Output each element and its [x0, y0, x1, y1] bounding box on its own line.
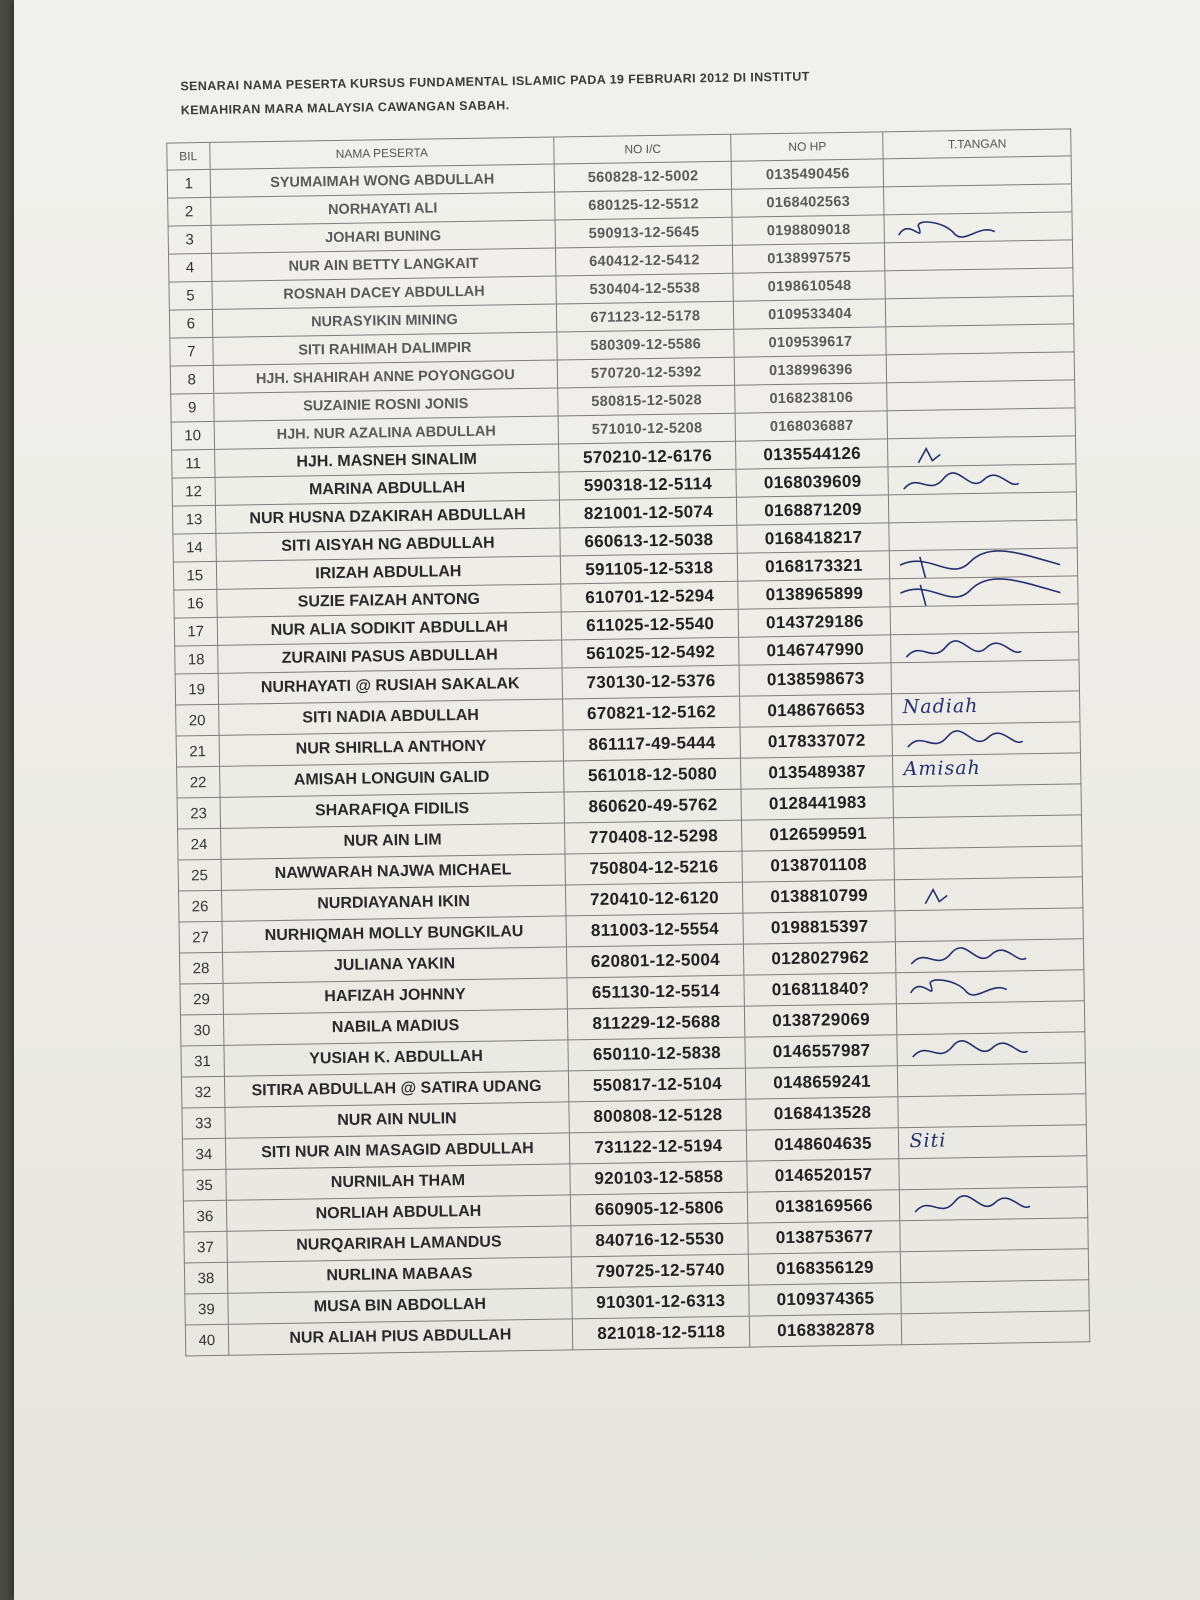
- ic-number: 620801-12-5004: [567, 944, 745, 978]
- signature-cell: [885, 240, 1073, 271]
- row-number: 40: [185, 1324, 228, 1356]
- phone-number: 0138701108: [742, 849, 894, 882]
- row-number: 19: [175, 673, 218, 705]
- row-number: 7: [170, 337, 213, 366]
- heading-line-2: KEMAHIRAN MARA MALAYSIA CAWANGAN SABAH.: [180, 98, 510, 118]
- ic-number: 671123-12-5178: [556, 301, 734, 332]
- phone-number: 0138729069: [745, 1004, 897, 1037]
- signature-cell: [901, 1280, 1089, 1314]
- signature-cell: [885, 268, 1073, 299]
- header-ic: NO I/C: [554, 134, 732, 164]
- handwritten-signature: [892, 632, 1073, 662]
- row-number: 2: [168, 197, 211, 226]
- participant-name: NUR AIN LIM: [220, 823, 565, 859]
- phone-number: 0146520157: [747, 1159, 899, 1192]
- participant-name: NABILA MADIUS: [223, 1009, 568, 1045]
- row-number: 23: [177, 797, 220, 829]
- row-number: 26: [179, 890, 222, 922]
- row-number: 13: [172, 505, 215, 534]
- signature-cell: [889, 492, 1077, 523]
- ic-number: 580815-12-5028: [558, 385, 736, 416]
- participant-name: NUR HUSNA DZAKIRAH ABDULLAH: [215, 500, 560, 533]
- row-number: 3: [168, 225, 211, 254]
- signature-cell: [902, 1311, 1090, 1345]
- header-hp: NO HP: [731, 132, 883, 161]
- paper-sheet: [14, 0, 1200, 1600]
- phone-number: 0135544126: [736, 439, 888, 469]
- phone-number: 0198809018: [732, 215, 884, 245]
- participant-name: SITI AISYAH NG ABDULLAH: [215, 528, 560, 561]
- participant-name: IRIZAH ABDULLAH: [216, 556, 561, 589]
- participant-name: MUSA BIN ABDOLLAH: [227, 1288, 572, 1324]
- handwritten-signature: [889, 464, 1070, 494]
- participant-table: [166, 128, 1090, 1356]
- phone-number: 0109374365: [749, 1283, 901, 1316]
- participant-name: AMISAH LONGUIN GALID: [219, 761, 564, 797]
- row-number: 21: [176, 735, 219, 767]
- signature-cell: [890, 548, 1078, 579]
- ic-number: 720410-12-6120: [566, 882, 744, 916]
- signature-cell: [893, 753, 1081, 787]
- signature-cell: [884, 184, 1072, 215]
- row-number: 27: [179, 921, 222, 953]
- row-number: 15: [173, 561, 216, 590]
- ic-number: 561018-12-5080: [564, 758, 742, 792]
- ic-number: 570210-12-6176: [559, 441, 737, 472]
- ic-number: 730130-12-5376: [562, 665, 740, 699]
- ic-number: 580309-12-5586: [557, 329, 735, 360]
- phone-number: 0168173321: [738, 551, 890, 581]
- participant-name: HJH. NUR AZALINA ABDULLAH: [214, 416, 559, 449]
- signature-cell: [895, 908, 1083, 942]
- ic-number: 821018-12-5118: [572, 1316, 750, 1350]
- signature-cell: [887, 352, 1075, 383]
- participant-name: NURHAYATI @ RUSIAH SAKALAK: [218, 668, 563, 704]
- ic-number: 611025-12-5540: [561, 609, 739, 640]
- ic-number: 750804-12-5216: [565, 851, 743, 885]
- row-number: 24: [178, 828, 221, 860]
- participant-name: SYUMAIMAH WONG ABDULLAH: [210, 164, 555, 197]
- table-body: [167, 156, 1090, 1356]
- row-number: 5: [169, 281, 212, 310]
- ic-number: 650110-12-5838: [568, 1037, 746, 1071]
- phone-number: 0178337072: [740, 725, 892, 758]
- ic-number: 561025-12-5492: [562, 637, 740, 668]
- ic-number: 811003-12-5554: [566, 913, 744, 947]
- header-bil: BIL: [167, 142, 210, 170]
- handwritten-signature: [885, 213, 1066, 243]
- ic-number: 560828-12-5002: [554, 161, 732, 192]
- ic-number: 651130-12-5514: [567, 975, 745, 1009]
- row-number: 10: [171, 421, 214, 450]
- ic-number: 570720-12-5392: [557, 357, 735, 388]
- signature-cell: [899, 1125, 1087, 1159]
- row-number: 22: [177, 766, 220, 798]
- participant-name: SITIRA ABDULLAH @ SATIRA UDANG: [224, 1071, 569, 1107]
- participant-name: YUSIAH K. ABDULLAH: [224, 1040, 569, 1076]
- handwritten-signature: [893, 722, 1074, 755]
- ic-number: 571010-12-5208: [558, 413, 736, 444]
- participant-name: NORHAYATI ALI: [210, 192, 555, 225]
- signature-cell: [899, 1156, 1087, 1190]
- phone-number: 0168039609: [736, 467, 888, 497]
- signature-cell: [898, 1094, 1086, 1128]
- phone-number: 0198610548: [733, 271, 885, 301]
- participant-name: ZURAINI PASUS ABDULLAH: [217, 640, 562, 673]
- signature-text: Nadiah: [902, 694, 979, 719]
- phone-number: 0126599591: [742, 818, 894, 851]
- signature-cell: [892, 722, 1080, 756]
- signature-cell: [886, 296, 1074, 327]
- phone-number: 0138753677: [748, 1221, 900, 1254]
- phone-number: 0168418217: [737, 523, 889, 553]
- signature-cell: [901, 1249, 1089, 1283]
- phone-number: 0148676653: [740, 694, 892, 727]
- participant-name: NUR ALIAH PIUS ABDULLAH: [228, 1319, 573, 1355]
- signature-cell: [892, 660, 1080, 694]
- handwritten-signature: [895, 877, 1076, 910]
- signature-cell: [900, 1187, 1088, 1221]
- phone-number: 0146747990: [739, 635, 891, 665]
- heading-line-1: SENARAI NAMA PESERTA KURSUS FUNDAMENTAL ISLAMIC PADA 19 FEBRUARI 2012 DI INSTITUT: [180, 69, 810, 94]
- signature-cell: [884, 156, 1072, 187]
- row-number: 30: [180, 1014, 223, 1046]
- ic-number: 590913-12-5645: [555, 217, 733, 248]
- row-number: 16: [174, 589, 217, 618]
- phone-number: 0138598673: [740, 663, 892, 696]
- phone-number: 0138997575: [733, 243, 885, 273]
- participant-name: NUR ALIA SODIKIT ABDULLAH: [217, 612, 562, 645]
- participant-name: NURNILAH THAM: [225, 1164, 570, 1200]
- row-number: 33: [182, 1107, 225, 1139]
- participant-name: SITI RAHIMAH DALIMPIR: [212, 332, 557, 365]
- participant-name: SITI NADIA ABDULLAH: [218, 699, 563, 735]
- signature-cell: [892, 691, 1080, 725]
- row-number: 11: [172, 449, 215, 478]
- row-number: 14: [173, 533, 216, 562]
- header-signature: T.TANGAN: [883, 129, 1071, 159]
- participant-name: NUR AIN BETTY LANGKAIT: [211, 248, 556, 281]
- document-body: [14, 0, 1200, 1600]
- signature-cell: [888, 408, 1076, 439]
- signature-cell: [893, 784, 1081, 818]
- phone-number: 0138965899: [738, 579, 890, 609]
- participant-name: SUZIE FAIZAH ANTONG: [216, 584, 561, 617]
- phone-number: 0146557987: [745, 1035, 897, 1068]
- participant-name: HJH. MASNEH SINALIM: [214, 444, 559, 477]
- row-number: 39: [185, 1293, 228, 1325]
- participant-name: ROSNAH DACEY ABDULLAH: [212, 276, 557, 309]
- signature-cell: [886, 324, 1074, 355]
- document-heading: [180, 56, 1041, 128]
- signature-cell: [894, 846, 1082, 880]
- row-number: 29: [180, 983, 223, 1015]
- row-number: 18: [175, 645, 218, 674]
- participant-name: NUR AIN NULIN: [224, 1102, 569, 1138]
- participant-name: SITI NUR AIN MASAGID ABDULLAH: [225, 1133, 570, 1169]
- phone-number: 0168413528: [746, 1097, 898, 1130]
- phone-number: 0168238106: [735, 383, 887, 413]
- participant-name: NAWWARAH NAJWA MICHAEL: [221, 854, 566, 890]
- ic-number: 731122-12-5194: [569, 1130, 747, 1164]
- ic-number: 670821-12-5162: [563, 696, 741, 730]
- phone-number: 0168356129: [749, 1252, 901, 1285]
- row-number: 31: [181, 1045, 224, 1077]
- row-number: 32: [181, 1076, 224, 1108]
- signature-cell: [889, 520, 1077, 551]
- participant-name: SHARAFIQA FIDILIS: [220, 792, 565, 828]
- participant-name: HAFIZAH JOHNNY: [223, 978, 568, 1014]
- phone-number: 0128027962: [744, 942, 896, 975]
- signature-cell: [895, 877, 1083, 911]
- phone-number: 0168036887: [736, 411, 888, 441]
- handwritten-signature: [900, 1187, 1081, 1220]
- row-number: 1: [167, 169, 210, 198]
- phone-number: 0148604635: [747, 1128, 899, 1161]
- signature-cell: [897, 1032, 1085, 1066]
- handwritten-signature: [891, 576, 1072, 606]
- participant-name: JULIANA YAKIN: [222, 947, 567, 983]
- phone-number: 0198815397: [743, 911, 895, 944]
- row-number: 36: [183, 1200, 226, 1232]
- ic-number: 840716-12-5530: [571, 1223, 749, 1257]
- ic-number: 591105-12-5318: [560, 553, 738, 584]
- ic-number: 770408-12-5298: [565, 820, 743, 854]
- signature-cell: [900, 1218, 1088, 1252]
- signature-cell: [894, 815, 1082, 849]
- signature-cell: [897, 1001, 1085, 1035]
- ic-number: 660613-12-5038: [560, 525, 738, 556]
- ic-number: 861117-49-5444: [563, 727, 741, 761]
- phone-number: 0138996396: [735, 355, 887, 385]
- participant-name: NORLIAH ABDULLAH: [226, 1195, 571, 1231]
- signature-cell: [896, 939, 1084, 973]
- phone-number: 016811840?: [744, 973, 896, 1006]
- row-number: 25: [178, 859, 221, 891]
- ic-number: 590318-12-5114: [559, 469, 737, 500]
- row-number: 34: [182, 1138, 225, 1170]
- phone-number: 0168871209: [737, 495, 889, 525]
- signature-cell: [896, 970, 1084, 1004]
- signature-text: Amisah: [903, 756, 981, 781]
- ic-number: 920103-12-5858: [570, 1161, 748, 1195]
- participant-name: NURASYIKIN MINING: [212, 304, 557, 337]
- row-number: 17: [174, 617, 217, 646]
- participant-name: MARINA ABDULLAH: [215, 472, 560, 505]
- header-name: NAMA PESERTA: [209, 137, 554, 169]
- row-number: 12: [172, 477, 215, 506]
- row-number: 20: [176, 704, 219, 736]
- participant-name: NURLINA MABAAS: [227, 1257, 572, 1293]
- ic-number: 640412-12-5412: [556, 245, 734, 276]
- ic-number: 550817-12-5104: [569, 1068, 747, 1102]
- signature-cell: [898, 1063, 1086, 1097]
- signature-cell: [888, 436, 1076, 467]
- ic-number: 610701-12-5294: [561, 581, 739, 612]
- ic-number: 680125-12-5512: [555, 189, 733, 220]
- row-number: 28: [179, 952, 222, 984]
- handwritten-signature: [898, 1032, 1079, 1065]
- phone-number: 0143729186: [739, 607, 891, 637]
- handwritten-signature: [897, 970, 1078, 1003]
- participant-name: SUZAINIE ROSNI JONIS: [213, 388, 558, 421]
- signature-cell: [888, 464, 1076, 495]
- participant-name: HJH. SHAHIRAH ANNE POYONGGOU: [213, 360, 558, 393]
- participant-name: NURDIAYANAH IKIN: [221, 885, 566, 921]
- participant-name: NURHIQMAH MOLLY BUNGKILAU: [222, 916, 567, 952]
- phone-number: 0168402563: [732, 187, 884, 217]
- handwritten-signature: [890, 548, 1071, 578]
- participant-name: NURQARIRAH LAMANDUS: [226, 1226, 571, 1262]
- phone-number: 0128441983: [741, 787, 893, 820]
- row-number: 35: [183, 1169, 226, 1201]
- row-number: 6: [169, 309, 212, 338]
- signature-cell: [891, 632, 1079, 663]
- ic-number: 530404-12-5538: [556, 273, 734, 304]
- ic-number: 821001-12-5074: [560, 497, 738, 528]
- ic-number: 660905-12-5806: [570, 1192, 748, 1226]
- row-number: 9: [171, 393, 214, 422]
- participant-name: JOHARI BUNING: [211, 220, 556, 253]
- phone-number: 0109533404: [734, 299, 886, 329]
- signature-cell: [891, 604, 1079, 635]
- row-number: 4: [169, 253, 212, 282]
- phone-number: 0135490456: [732, 159, 884, 189]
- participant-name: NUR SHIRLLA ANTHONY: [219, 730, 564, 766]
- phone-number: 0109539617: [734, 327, 886, 357]
- handwritten-signature: [896, 939, 1077, 972]
- phone-number: 0138810799: [743, 880, 895, 913]
- row-number: 37: [184, 1231, 227, 1263]
- phone-number: 0168382878: [750, 1314, 902, 1347]
- signature-cell: [890, 576, 1078, 607]
- handwritten-signature: [888, 436, 1069, 466]
- row-number: 38: [184, 1262, 227, 1294]
- ic-number: 910301-12-6313: [572, 1285, 750, 1319]
- row-number: 8: [170, 365, 213, 394]
- signature-cell: [884, 212, 1072, 243]
- ic-number: 790725-12-5740: [571, 1254, 749, 1288]
- ic-number: 800808-12-5128: [569, 1099, 747, 1133]
- ic-number: 860620-49-5762: [564, 789, 742, 823]
- signature-text: Siti: [909, 1129, 947, 1153]
- phone-number: 0138169566: [748, 1190, 900, 1223]
- phone-number: 0135489387: [741, 756, 893, 789]
- ic-number: 811229-12-5688: [568, 1006, 746, 1040]
- phone-number: 0148659241: [746, 1066, 898, 1099]
- signature-cell: [887, 380, 1075, 411]
